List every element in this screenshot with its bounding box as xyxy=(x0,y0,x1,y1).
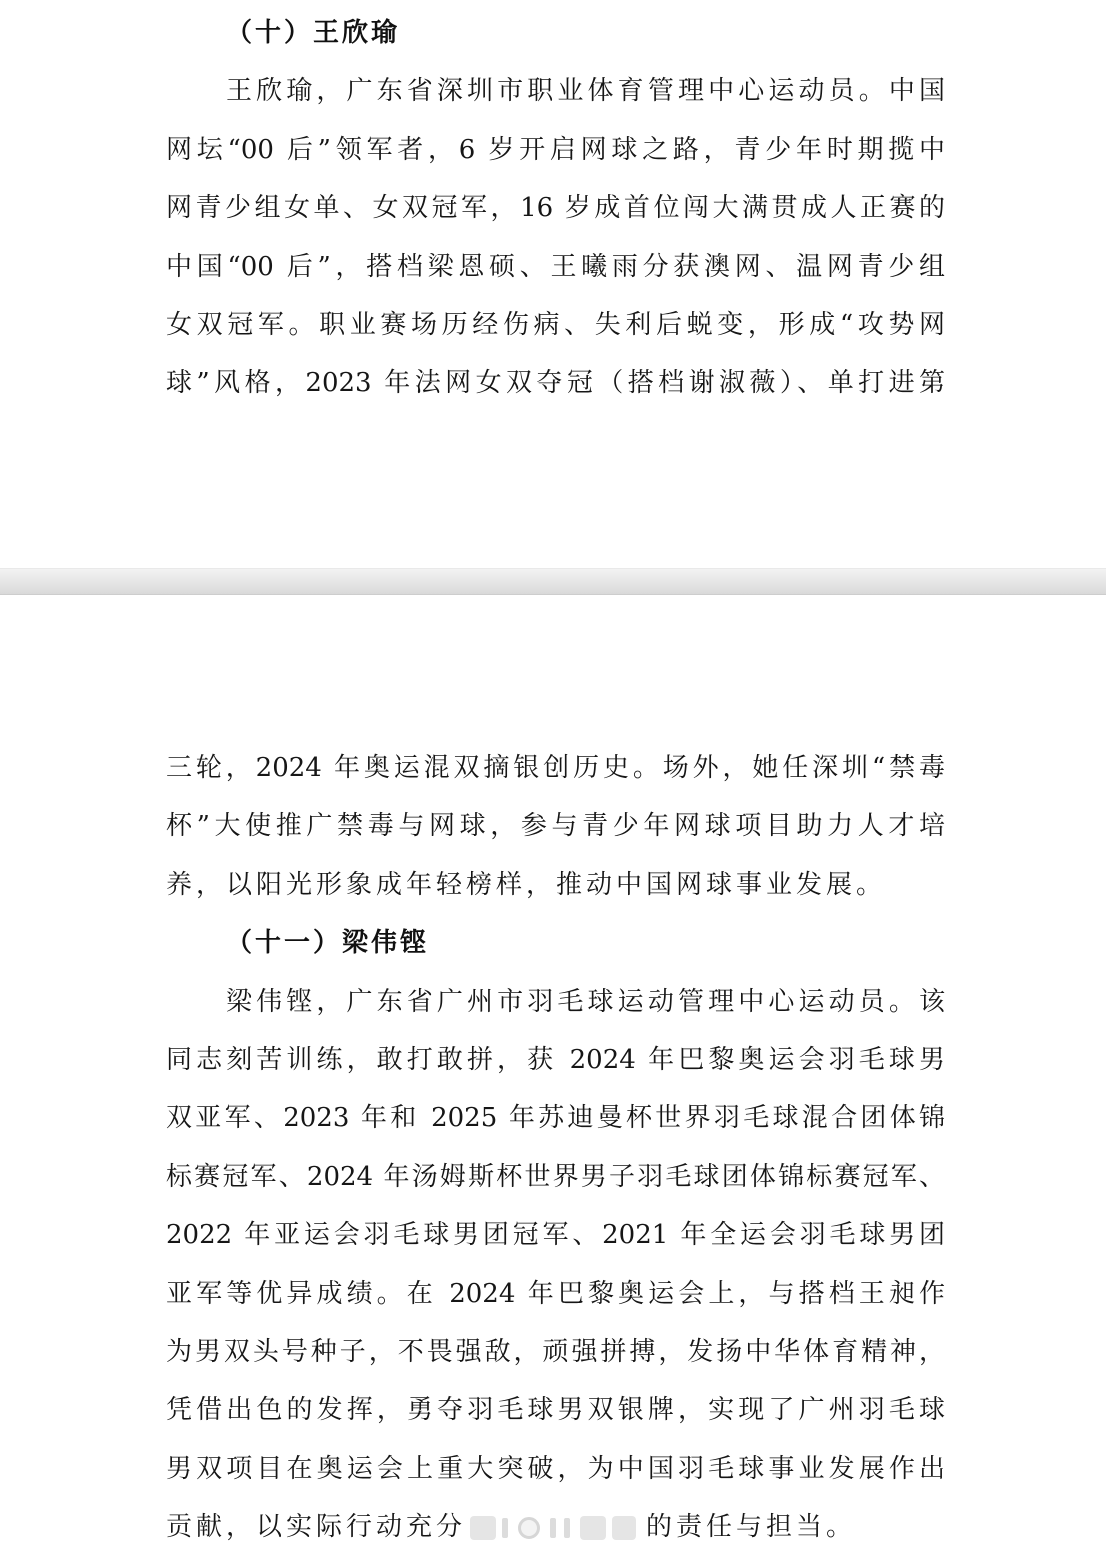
document-page-1 xyxy=(0,0,1106,568)
paragraph-last-line xyxy=(166,1498,945,1556)
paragraph-line: 王欣瑜，广东省深圳市职业体育管理中心运动员。中国 xyxy=(226,76,945,107)
last-line-before-watermark: 贡献，以实际行动充分 xyxy=(166,1512,467,1543)
paragraph-line: 三轮，2024 年奥运混双摘银创历史。场外，她任深圳“禁毒 xyxy=(166,753,945,783)
section-heading-liang-weikeng: （十一）梁伟铿 xyxy=(226,928,430,959)
paragraph-line: 亚军等优异成绩。在 2024 年巴黎奥运会上，与搭档王昶作 xyxy=(166,1278,945,1309)
paragraph-line: 男双项目在奥运会上重大突破，为中国羽毛球事业发展作出 xyxy=(166,1453,945,1484)
page-1-text xyxy=(166,4,945,413)
paragraph-line: 标赛冠军、2024 年汤姆斯杯世界男子羽毛球团体锦标赛冠军、 xyxy=(166,1161,945,1192)
paragraph-line: 为男双头号种子，不畏强敌，顽强拼搏，发扬中华体育精神， xyxy=(166,1336,945,1367)
paragraph-line: 凭借出色的发挥，勇夺羽毛球男双银牌，实现了广州羽毛球 xyxy=(166,1395,945,1426)
watermark-fade-block xyxy=(580,1516,606,1540)
watermark-bar xyxy=(502,1518,508,1538)
paragraph-line: 2022 年亚运会羽毛球男团冠军、2021 年全运会羽毛球男团 xyxy=(166,1220,945,1251)
last-line-after-watermark: 的责任与担当。 xyxy=(646,1512,857,1543)
watermark-fade-block xyxy=(612,1516,636,1540)
page-2-text xyxy=(166,739,945,1556)
weibo-watermark-icon xyxy=(466,1513,646,1543)
paragraph-line: 中国“00 后”，搭档梁恩硕、王曦雨分获澳网、温网青少组 xyxy=(166,251,945,282)
section-heading-wang-xinyu: （十）王欣瑜 xyxy=(226,18,401,48)
paragraph-line: 双亚军、2023 年和 2025 年苏迪曼杯世界羽毛球混合团体锦 xyxy=(166,1103,945,1134)
paragraph-line: 女双冠军。职业赛场历经伤病、失利后蜕变，形成“攻势网 xyxy=(166,309,945,340)
paragraph-line: 梁伟铿，广东省广州市羽毛球运动管理中心运动员。该 xyxy=(226,986,945,1017)
paragraph-line: 球”风格，2023 年法网女双夺冠（搭档谢淑薇）、单打进第 xyxy=(166,368,945,399)
paragraph-line: 杯”大使推广禁毒与网球，参与青少年网球项目助力人才培 xyxy=(166,811,945,842)
paragraph-line: 养，以阳光形象成年轻榜样，推动中国网球事业发展。 xyxy=(166,869,887,900)
watermark-bar xyxy=(550,1518,556,1538)
paragraph-line: 网青少组女单、女双冠军，16 岁成首位闯大满贯成人正赛的 xyxy=(166,193,945,224)
document-page-2 xyxy=(0,595,1106,1559)
watermark-logo-icon xyxy=(518,1517,540,1539)
paragraph-line: 网坛“00 后”领军者，6 岁开启网球之路，青少年时期揽中 xyxy=(166,134,945,165)
page-separator xyxy=(0,568,1106,595)
watermark-fade-block xyxy=(470,1516,496,1540)
paragraph-line: 同志刻苦训练，敢打敢拼，获 2024 年巴黎奥运会羽毛球男 xyxy=(166,1044,945,1075)
watermark-bar xyxy=(564,1518,570,1538)
